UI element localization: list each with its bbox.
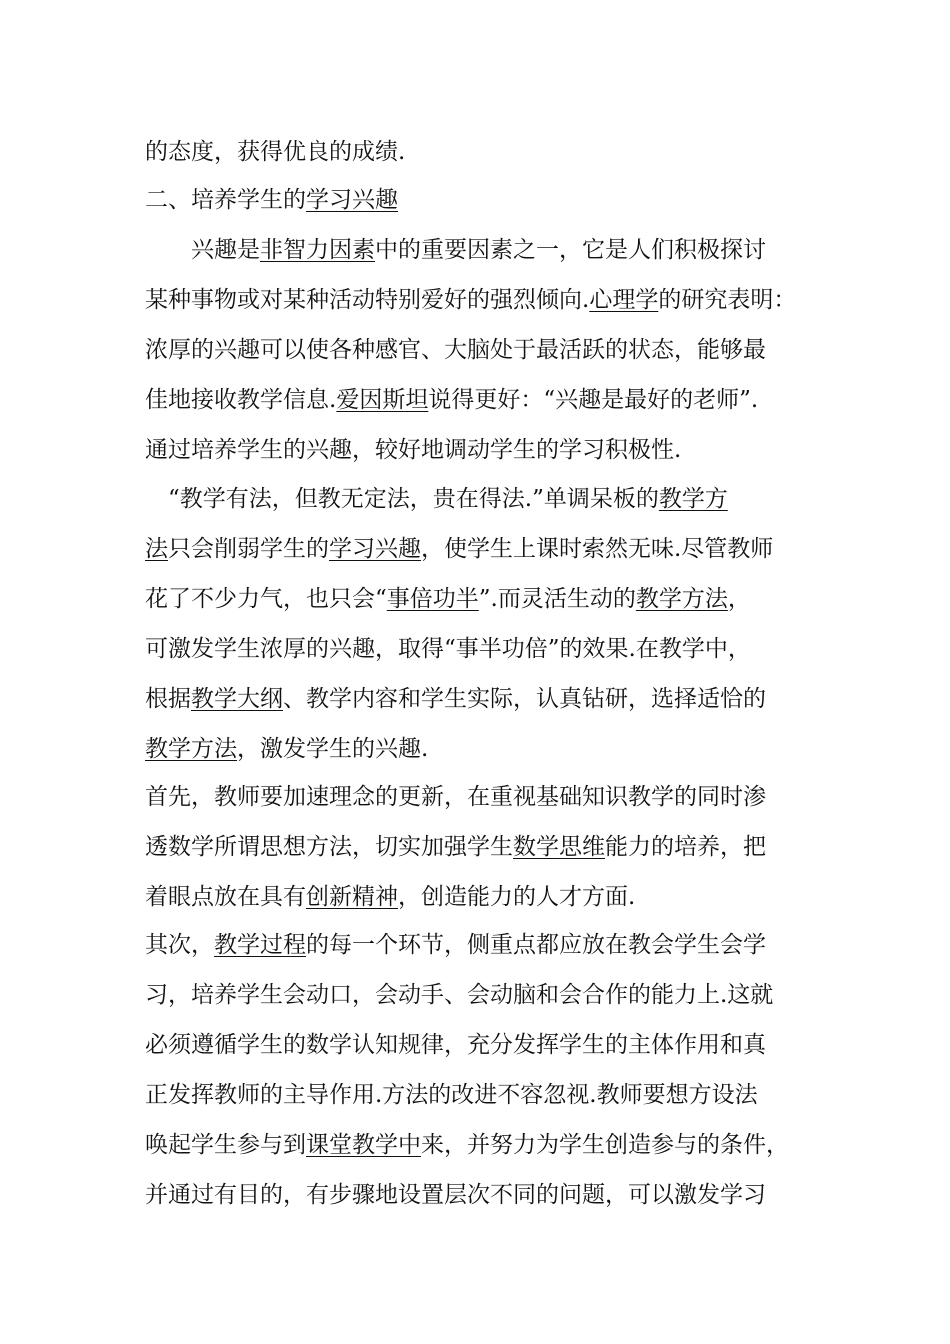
- underlined-term: 事倍功半: [386, 586, 479, 612]
- text-segment: 中的重要因素之一，它是人们积极探讨: [375, 237, 766, 263]
- underlined-term: 教学大纲: [191, 686, 283, 712]
- text-line: [145, 235, 766, 265]
- text-line: [145, 285, 796, 315]
- section-heading: [145, 185, 398, 215]
- text-line: [145, 882, 635, 912]
- text-segment: ，创造能力的人才方面.: [398, 884, 636, 910]
- text-segment: 浓厚的兴趣可以使各种感官、大脑处于最活跃的状态，能够最: [145, 337, 766, 363]
- text-line: [145, 584, 751, 614]
- text-line: [145, 1030, 766, 1060]
- underlined-term: 课堂教学中: [306, 1132, 421, 1158]
- text-segment: 透数学所谓思想方法，切实加强学生: [145, 834, 513, 860]
- text-segment: 兴趣是: [145, 237, 260, 263]
- text-segment: 其次，: [145, 932, 214, 958]
- text-line: [145, 684, 766, 714]
- text-segment: 着眼点放在具有: [145, 884, 306, 910]
- text-segment: 习，培养学生会动口，会动手、会动脑和会合作的能力上.这就: [145, 982, 774, 1008]
- text-segment: 二、培养学生的: [145, 187, 306, 213]
- underlined-term: 法: [145, 536, 168, 562]
- text-segment: ”.而灵活生动的: [478, 586, 636, 612]
- text-segment: 首先，教师要加速理念的更新，在重视基础知识教学的同时渗: [145, 784, 766, 810]
- underlined-term: 数学思维: [513, 834, 605, 860]
- text-line: [145, 634, 751, 664]
- text-line: [145, 832, 766, 862]
- text-segment: 通过培养学生的兴趣，较好地调动学生的学习积极性.: [145, 437, 682, 463]
- text-segment: 来，并努力为学生创造参与的条件，: [421, 1132, 789, 1158]
- underlined-term: 创新精神: [306, 884, 398, 910]
- text-line: [145, 385, 758, 415]
- text-line: [145, 1180, 766, 1210]
- underlined-term: 学习兴趣: [306, 187, 398, 213]
- text-line: [145, 435, 681, 465]
- text-segment: 花了不少力气，也只会“: [145, 586, 387, 612]
- text-segment: 根据: [145, 686, 191, 712]
- text-segment: 唤起学生参与到: [145, 1132, 306, 1158]
- text-segment: ，激发学生的兴趣.: [237, 736, 429, 762]
- text-segment: 的每一个环节，侧重点都应放在教会学生会学: [306, 932, 766, 958]
- text-segment: 某种事物或对某种活动特别爱好的强烈倾向.: [145, 287, 590, 313]
- underlined-term: 心理学: [589, 287, 659, 313]
- text-line: [145, 137, 405, 167]
- text-line: [145, 484, 728, 514]
- underlined-term: 非智力因素: [260, 237, 375, 263]
- text-segment: ，使学生上课时索然无味.尽管教师: [421, 536, 774, 562]
- underlined-term: 学习兴趣: [329, 536, 421, 562]
- text-segment: “教学有法，但教无定法，贵在得法.”单调呆板的: [145, 486, 659, 512]
- text-segment: 正发挥教师的主导作用.方法的改进不容忽视.教师要想方设法: [145, 1082, 758, 1108]
- text-segment: 并通过有目的，有步骤地设置层次不同的问题，可以激发学习: [145, 1182, 766, 1208]
- text-line: [145, 980, 773, 1010]
- text-segment: 、教学内容和学生实际，认真钻研，选择适恰的: [283, 686, 766, 712]
- text-segment: 说得更好：“兴趣是最好的老师”.: [428, 387, 759, 413]
- underlined-term: 教学方法: [635, 586, 728, 612]
- text-segment: 的研究表明：: [658, 287, 797, 313]
- text-segment: ，: [727, 586, 751, 612]
- text-line: [145, 1130, 789, 1160]
- text-segment: 可激发学生浓厚的兴趣，取得“事半功倍”的效果.在教学中，: [145, 636, 751, 662]
- text-line: [145, 930, 766, 960]
- text-segment: 只会削弱学生的: [168, 536, 329, 562]
- underlined-term: 教学方: [658, 486, 728, 512]
- text-segment: 能力的培养，把: [605, 834, 766, 860]
- underlined-term: 教学方法: [145, 736, 237, 762]
- text-segment: 的态度，获得优良的成绩.: [145, 139, 406, 165]
- text-segment: 佳地接收教学信息.: [145, 387, 337, 413]
- underlined-term: 教学过程: [214, 932, 306, 958]
- text-segment: 必须遵循学生的数学认知规律，充分发挥学生的主体作用和真: [145, 1032, 766, 1058]
- text-line: [145, 335, 766, 365]
- text-line: [145, 534, 773, 564]
- text-line: [145, 1080, 758, 1110]
- text-line: [145, 734, 428, 764]
- text-line: [145, 782, 766, 812]
- underlined-term: 爱因斯坦: [336, 387, 429, 413]
